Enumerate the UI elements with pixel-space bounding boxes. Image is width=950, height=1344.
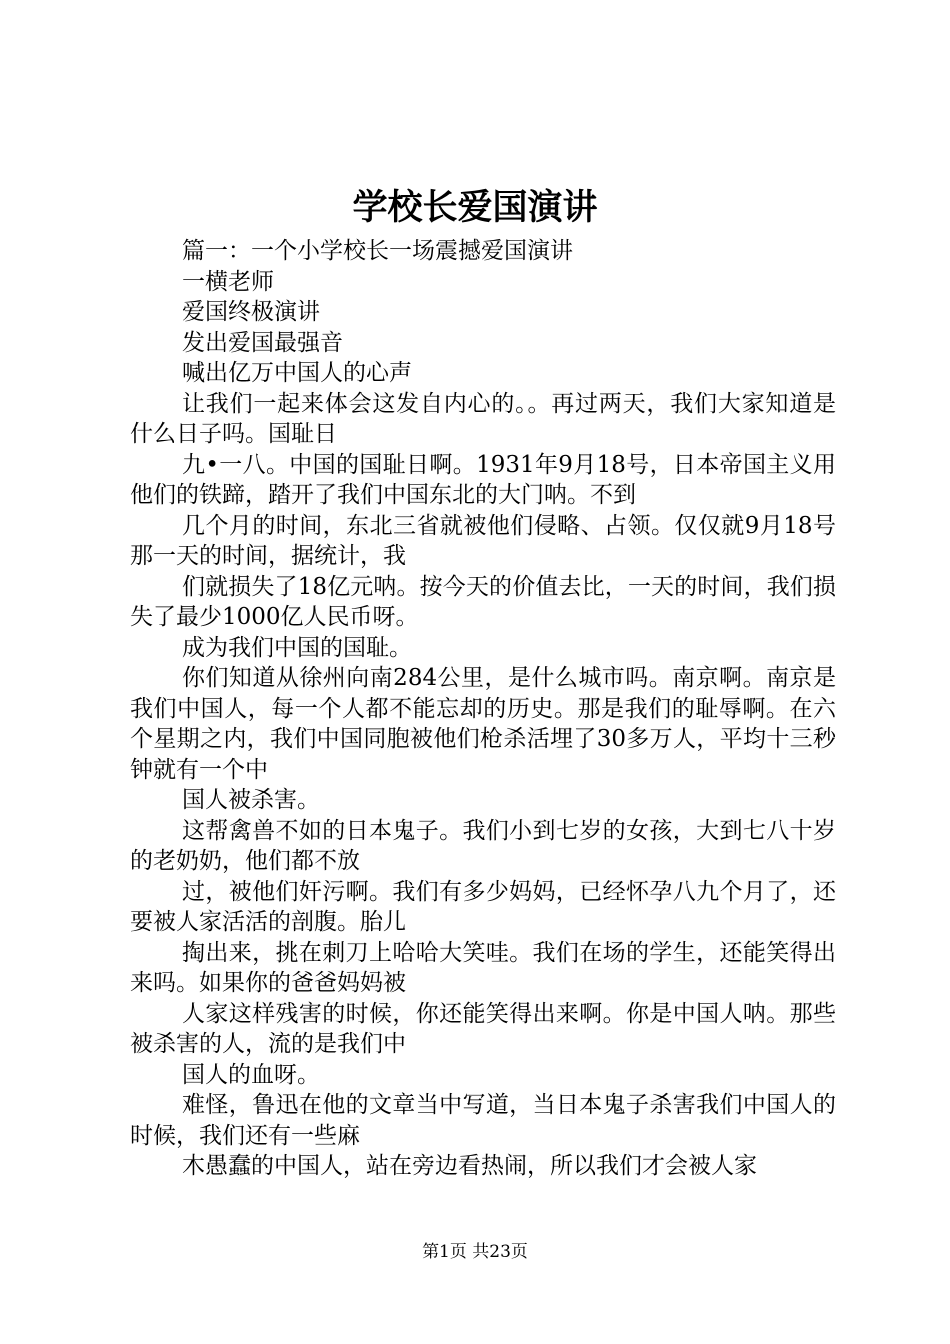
page-number-footer: 第1页 共23页 xyxy=(422,1242,528,1262)
paragraph: 掏出来，挑在刺刀上哈哈大笑哇。我们在场的学生，还能笑得出来吗。如果你的爸爸妈妈被 xyxy=(130,939,836,996)
paragraph: 难怪，鲁迅在他的文章当中写道，当日本鬼子杀害我们中国人的时候，我们还有一些麻 xyxy=(130,1092,836,1149)
paragraph: 喊出亿万中国人的心声 xyxy=(182,360,412,386)
paragraph: 国人被杀害。 xyxy=(182,787,320,813)
paragraph: 这帮禽兽不如的日本鬼子。我们小到七岁的女孩，大到七八十岁的老奶奶，他们都不放 xyxy=(130,817,836,874)
paragraph: 让我们一起来体会这发自内心的。。再过两天，我们大家知道是什么日子吗。国耻日 xyxy=(130,390,836,447)
paragraph: 木愚蠢的中国人，站在旁边看热闹，所以我们才会被人家 xyxy=(182,1153,757,1179)
document-body xyxy=(130,236,836,1182)
paragraph: 篇一：一个小学校长一场震撼爱国演讲 xyxy=(182,238,573,264)
document-title: 学校长爱国演讲 xyxy=(352,187,598,228)
paragraph: 几个月的时间，东北三省就被他们侵略、占领。仅仅就9月18号那一天的时间，据统计，我 xyxy=(130,512,836,569)
paragraph: 九•一八。中国的国耻日啊。1931年9月18号，日本帝国主义用他们的铁蹄，踏开了我们中国东北的大门呐。不到 xyxy=(130,451,836,508)
paragraph: 成为我们中国的国耻。 xyxy=(182,634,412,661)
paragraph: 人家这样残害的时候，你还能笑得出来啊。你是中国人呐。那些被杀害的人，流的是我们中 xyxy=(130,1000,836,1057)
paragraph: 发出爱国最强音 xyxy=(182,329,343,356)
paragraph: 一横老师 xyxy=(182,268,274,295)
paragraph: 你们知道从徐州向南284公里，是什么城市吗。南京啊。南京是我们中国人，每一个人都不能忘却的历史。那是我们的耻辱啊。在六个星期之内，我们中国同胞被他们枪杀活埋了30多万人，平均十三秒钟就有一个中 xyxy=(130,665,836,783)
paragraph: 过，被他们奸污啊。我们有多少妈妈，已经怀孕八九个月了，还要被人家活活的剖腹。胎儿 xyxy=(130,878,836,935)
paragraph: 爱国终极演讲 xyxy=(182,299,320,325)
paragraph: 们就损失了18亿元呐。按今天的价值去比，一天的时间，我们损失了最少1000亿人民币呀。 xyxy=(130,573,836,630)
paragraph: 国人的血呀。 xyxy=(182,1061,320,1088)
